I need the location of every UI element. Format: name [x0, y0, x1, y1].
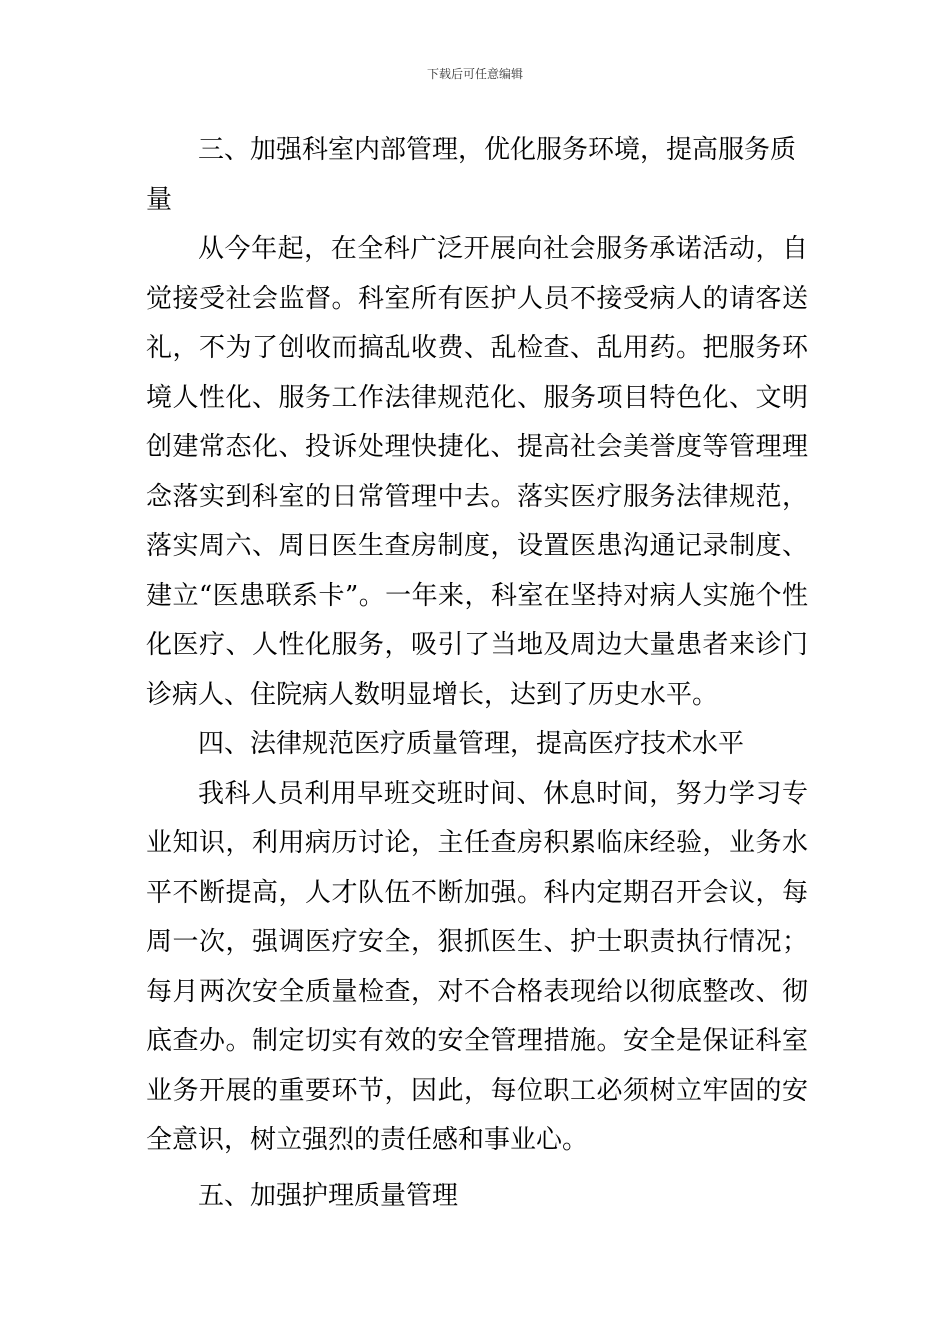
section-5-heading: 五、加强护理质量管理 — [198, 1180, 459, 1211]
section-4-paragraph: 我科人员利用早班交班时间、休息时间，努力学习专业知识，利用病历讨论，主任查房积累临床经验，业务水平不断提高，人才队伍不断加强。科内定期召开会议，每周一次，强调医疗安全，狠抓医生、护士职责执行情况；每月两次安全质量检查，对不合格表现给以彻底整改、彻底查办。制定切实有效的安全管理措施。安全是保证科室业务开展的重要环节，因此，每位职工必须树立牢固的安全意识，树立强烈的责任感和事业心。 — [146, 778, 808, 1155]
document-body — [146, 126, 808, 1221]
section-4-heading: 四、法律规范医疗质量管理，提高医疗技术水平 — [198, 729, 745, 759]
section-3-paragraph: 从今年起，在全科广泛开展向社会服务承诺活动，自觉接受社会监督。科室所有医护人员不接受病人的请客送礼，不为了创收而搞乱收费、乱检查、乱用药。把服务环境人性化、服务工作法律规范化、服务项目特色化、文明创建常态化、投诉处理快捷化、提高社会美誉度等管理理念落实到科室的日常管理中去。落实医疗服务法律规范，落实周六、周日医生查房制度，设置医患沟通记录制度、建立“医患联系卡”。一年来，科室在坚持对病人实施个性化医疗、人性化服务，吸引了当地及周边大量患者来诊门诊病人、住院病人数明显增长，达到了历史水平。 — [146, 234, 808, 710]
page-header-note: 下载后可任意编辑 — [426, 67, 523, 81]
section-3-heading: 三、加强科室内部管理，优化服务环境，提高服务质量 — [146, 135, 797, 215]
